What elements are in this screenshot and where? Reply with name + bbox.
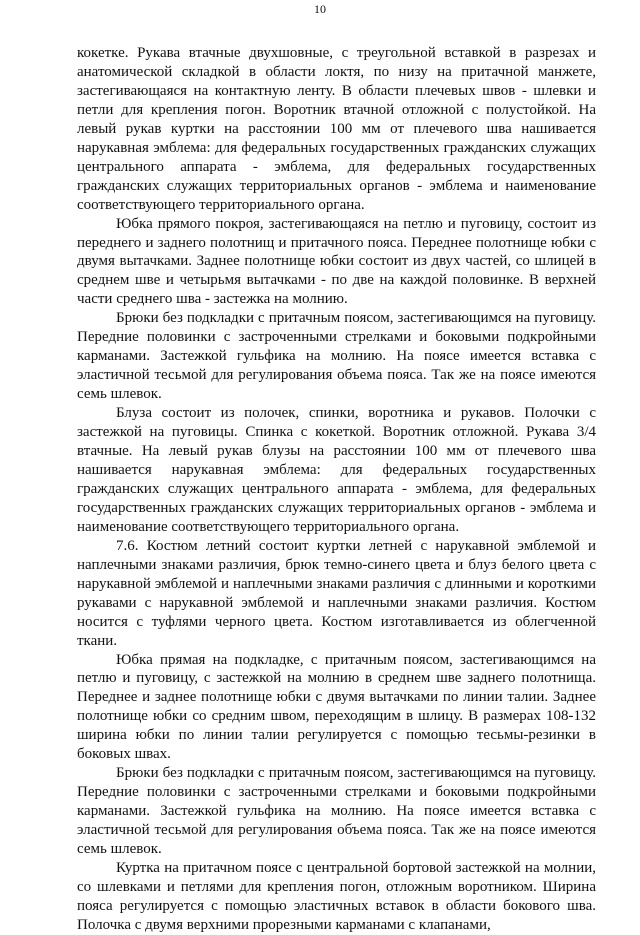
document-body	[77, 44, 596, 935]
paragraph-summer-trousers: Брюки без подкладки с притачным поясом, застегивающимся на пуговицу. Передние половинки с застроченными стрелками и боковыми подкройными карманами. Застежкой гульфика на молнию. На поясе имеется вставка с эластичной тесьмой для регулирования объема пояса. Так же на поясе имеются семь шлевок.	[77, 765, 596, 858]
paragraph-skirt: Юбка прямого покроя, застегивающаяся на петлю и пуговицу, состоит из переднего и заднего полотнищ и притачного пояса. Переднее полотнище юбки с двумя вытачками. Заднее полотнище юбки состоит из двух частей, со шлицей в среднем шве и четырьмя вытачками - по две на каждой половинке. В верхней части среднего шва - застежка на молнию.	[77, 215, 596, 308]
paragraph-summer-jacket: Куртка на притачном поясе с центральной бортовой застежкой на молнии, со шлевками и петлями для крепления погон, отложным воротником. Ширина пояса регулируется с помощью эластичных вставок в области бокового шва. Полочка с двумя верхними прорезными карманами с клапанами,	[77, 859, 596, 933]
page-number: 10	[314, 2, 326, 16]
paragraph-trousers: Брюки без подкладки с притачным поясом, застегивающимся на пуговицу. Передние половинки с застроченными стрелками и боковыми подкройными карманами. Застежкой гульфика на молнию. На поясе имеется вставка с эластичной тесьмой для регулирования объема пояса. Так же на поясе имеются семь шлевок.	[77, 310, 596, 403]
paragraph-summer-skirt: Юбка прямая на подкладке, с притачным поясом, застегивающимся на петлю и пуговицу, с застежкой на молнию в среднем шве заднего полотнища. Переднее и заднее полотнище юбки с двумя вытачками по линии талии. Заднее полотнище юбки со средним швом, переходящим в шлицу. В размерах 108-132 ширина юбки по линии талии регулируется с помощью тесьмы-резинки в боковых швах.	[77, 651, 596, 763]
paragraph-blouse: Блуза состоит из полочек, спинки, воротника и рукавов. Полочки с застежкой на пуговицы. Спинка с кокеткой. Воротник отложной. Рукава 3/4 втачные. На левый рукав блузы на расстоянии 100 мм от плечевого шва нашивается нарукавная эмблема: для федеральных государственных гражданских служащих центрального аппарата - эмблема, для федеральных государственных гражданских служащих территориальных органов - эмблема и наименование соответствующего территориального органа.	[77, 405, 596, 535]
paragraph-jacket-continued: кокетке. Рукава втачные двухшовные, с треугольной вставкой в разрезах и анатомической складкой в области локтя, по низу на притачной манжете, застегивающаяся на контактную ленту. В области плечевых швов - шлевки и петли для крепления погон. Воротник втачной отложной с полустойкой. На левый рукав куртки на расстоянии 100 мм от плечевого шва нашивается нарукавная эмблема: для федеральных государственных гражданских служащих центрального аппарата - эмблема, для федеральных государственных гражданских служащих территориальных органов - эмблема и наименование соответствующего территориального органа.	[77, 45, 596, 213]
paragraph-summer-suit: 7.6. Костюм летний состоит куртки летней с нарукавной эмблемой и наплечными знаками различия, брюк темно-синего цвета и блуз белого цвета с нарукавной эмблемой и наплечными знаками различия с длинными и короткими рукавами с нарукавной эмблемой и наплечными знаками различия. Костюм носится с туфлями черного цвета. Костюм изготавливается из облегченной ткани.	[77, 537, 596, 649]
